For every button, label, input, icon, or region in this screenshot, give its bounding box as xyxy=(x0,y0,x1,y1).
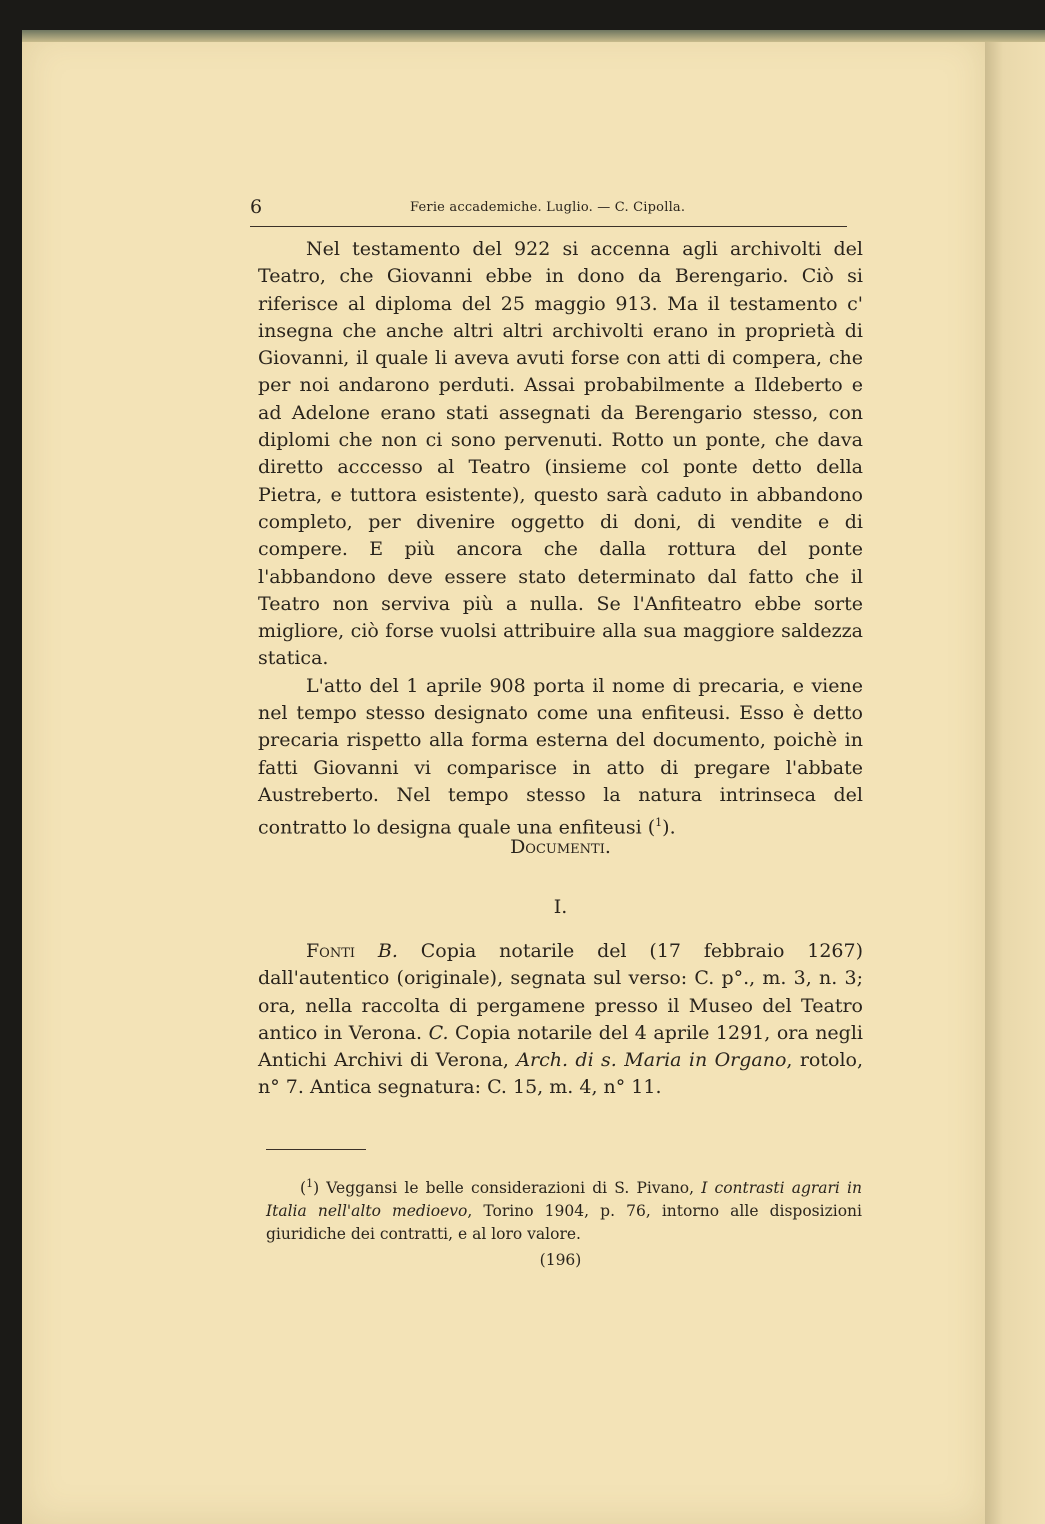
paragraph-2-text: L'atto del 1 aprile 908 porta il nome di precaria, e viene nel tempo stesso designato come una enfiteusi. Esso è detto precaria rispetto alla forma esterna del documento, poichè in fatti Giovanni vi comparisce in atto di pregare l'abbate Austreberto. Nel tempo stesso la natura intrinseca del contratto lo designa quale una enfiteusi ( xyxy=(258,674,863,839)
footnote-rule xyxy=(266,1149,366,1150)
running-header xyxy=(250,196,850,224)
footnote: ($^1$) Veggansi le belle considerazioni di S. Pivano, I contrasti agrari in Italia nell'alto medioevo, Torino 1904, p. 76, intorno alle disposizioni giuridiche dei contratti, e al loro valore. xyxy=(266,1177,862,1244)
adjacent-page-edge xyxy=(985,30,1045,1524)
page-number: 6 xyxy=(250,196,263,218)
section-heading: Documenti. xyxy=(510,836,611,858)
archive-name: Arch. di s. Maria in Organo xyxy=(516,1049,787,1072)
footnote-text-1: Veggansi le belle considerazioni di S. Pivano, xyxy=(319,1179,702,1198)
document-number: I. xyxy=(553,896,568,918)
source-b-text: Copia notarile del (17 febbraio 1267) dall'autentico (originale), segnata sul verso: C. p°., m. 3, n. 3; ora, nella raccolta di pergamene presso il Museo del Teatro antico in Verona. xyxy=(258,940,864,1044)
footnote-cited-title: I contrasti agrari in Italia nell'alto medioevo xyxy=(266,1179,862,1221)
sources-paragraph xyxy=(258,938,863,1102)
source-c-text-1: Copia notarile del 4 aprile 1291, ora negli Antichi Archivi di Verona, xyxy=(258,1021,863,1072)
main-text xyxy=(258,236,863,842)
paragraph-2 xyxy=(258,673,863,842)
footnote-marker: 1 xyxy=(306,1177,314,1190)
siglum-c: C. xyxy=(428,1021,449,1044)
footnote-reference: 1 xyxy=(655,816,663,830)
header-rule xyxy=(250,226,847,227)
siglum-b: B. xyxy=(377,940,398,962)
footnote-text-2: , Torino 1904, p. 76, intorno alle disposizioni giuridiche dei contratti, e al loro valore. xyxy=(266,1202,862,1244)
sheet-number: (196) xyxy=(539,1251,582,1269)
running-title: Ferie accademiche. Luglio. — C. Cipolla. xyxy=(410,200,686,215)
source-c-text-2: , rotolo, n° 7. Antica segnatura: C. 15, m. 4, n° 11. xyxy=(258,1049,863,1099)
paragraph-1: Nel testamento del 922 si accenna agli archivolti del Teatro, che Giovanni ebbe in dono da Berengario. Ciò si riferisce al diploma del 25 maggio 913. Ma il testamento c' insegna che anche altri altri archivolti erano in proprietà di Giovanni, il quale li aveva avuti forse con atti di compera, che per noi andarono perduti. Assai probabilmente a Ildeberto e ad Adelone erano stati assegnati da Berengario stesso, con diplomi che non ci sono pervenuti. Rotto un ponte, che dava diretto acccesso al Teatro (insieme col ponte detto della Pietra, e tuttora esistente), questo sarà caduto in abbandono completo, per divenire oggetto di doni, di vendite e di compere. E più ancora che dalla rottura del ponte l'abbandono deve essere stato determinato dal fatto che il Teatro non serviva più a nulla. Se l'Anfiteatro ebbe sorte migliore, ciò forse vuolsi attribuire alla sua maggiore saldezza statica. xyxy=(258,238,863,670)
sources-label: Fonti xyxy=(306,940,356,962)
page-top-edge xyxy=(22,30,1045,42)
paragraph-2-end: ). xyxy=(662,816,676,839)
